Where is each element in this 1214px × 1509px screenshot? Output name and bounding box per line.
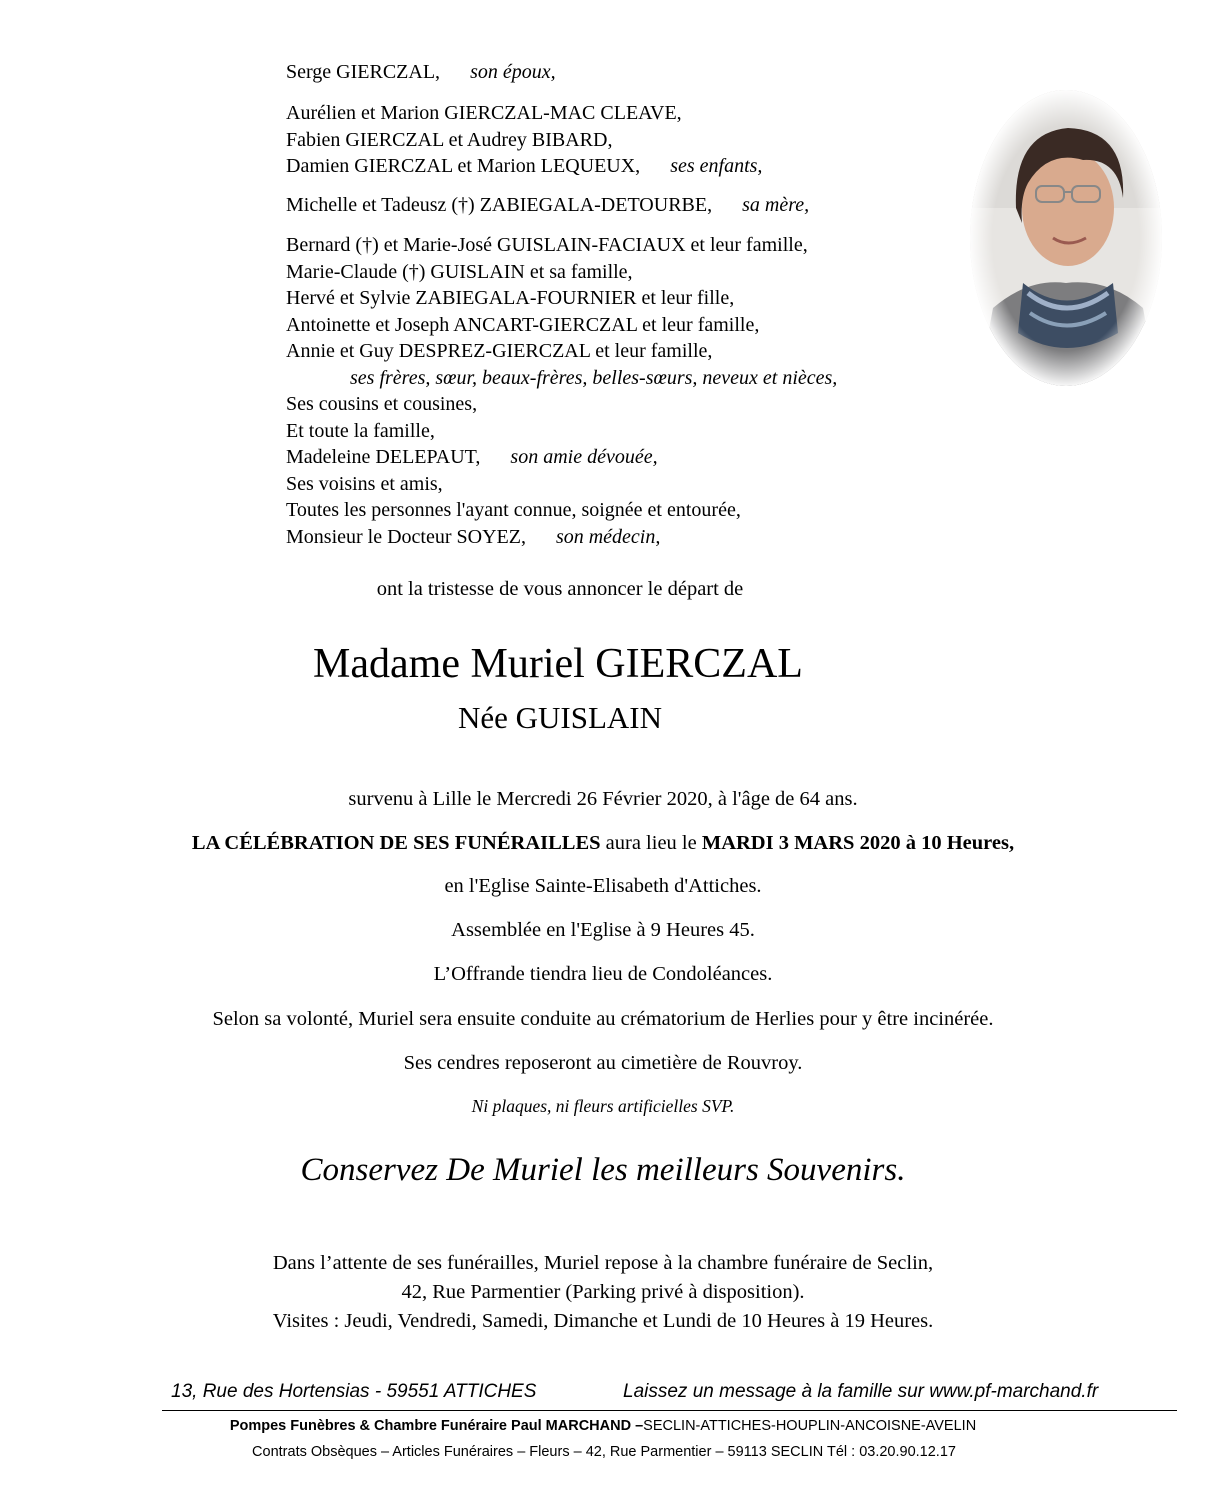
doctor-line: Monsieur le Docteur SOYEZ, son médecin,: [286, 525, 661, 548]
sibling-line: Hervé et Sylvie ZABIEGALA-FOURNIER et leur fille,: [286, 287, 735, 309]
doctor-role: son médecin,: [555, 525, 661, 548]
mother-name: Michelle et Tadeusz (†) ZABIEGALA-DETOURBE,: [286, 194, 713, 216]
no-plaques-line: Ni plaques, ni fleurs artificielles SVP.: [471, 1096, 735, 1116]
cremation-line: Selon sa volonté, Muriel sera ensuite conduite au crématorium de Herlies pour y être incinérée.: [212, 1008, 994, 1030]
deceased-name: Madame Muriel GIERCZAL: [313, 641, 803, 687]
church-line: en l'Eglise Sainte-Elisabeth d'Attiches.: [444, 875, 762, 897]
family-siblings: [286, 232, 837, 550]
deceased-birth-name: Née GUISLAIN: [457, 700, 663, 735]
neighbours-line: Ses voisins et amis,: [286, 472, 443, 495]
siblings-role: ses frères, sœur, beaux-frères, belles-sœurs, neveux et nièces,: [350, 366, 838, 389]
carers-line: Toutes les personnes l'ayant connue, soignée et entourée,: [286, 499, 741, 521]
spouse-role: son époux,: [470, 61, 556, 83]
child-line: Fabien GIERCZAL et Audrey BIBARD,: [286, 128, 613, 151]
visits-line: Dans l’attente de ses funérailles, Muriel repose à la chambre funéraire de Seclin,: [272, 1252, 934, 1274]
sibling-line: Annie et Guy DESPREZ-GIERCZAL et leur famille,: [286, 340, 713, 362]
ceremony-heading: LA CÉLÉBRATION DE SES FUNÉRAILLES: [191, 832, 601, 854]
offering-line: L’Offrande tiendra lieu de Condoléances.: [433, 963, 773, 985]
ceremony-date: MARDI 3 MARS 2020 à 10 Heures,: [701, 832, 1015, 854]
visits-line: 42, Rue Parmentier (Parking privé à disposition).: [401, 1281, 805, 1303]
footer-address: 13, Rue des Hortensias - 59551 ATTICHES: [171, 1381, 537, 1402]
ashes-line: Ses cendres reposeront au cimetière de Rouvroy.: [403, 1052, 803, 1074]
footer-rule: [162, 1410, 1177, 1411]
friend-role: son amie dévouée,: [510, 446, 658, 468]
portrait-photo: [968, 88, 1164, 388]
child-line-last: Damien GIERCZAL et Marion LEQUEUX, ses enfants,: [286, 155, 763, 177]
visits-block: [0, 1249, 1210, 1336]
footer-message-link[interactable]: Laissez un message à la famille sur www.pf-marchand.fr: [623, 1381, 1099, 1402]
announce-text: ont la tristesse de vous annoncer le départ de: [376, 578, 744, 600]
footer-company: Pompes Funèbres & Chambre Funéraire Paul MARCHAND –SECLIN-ATTICHES-HOUPLIN-ANCOISNE-AVELIN: [229, 1418, 977, 1434]
family-mother: [286, 192, 809, 219]
cousins-line: Ses cousins et cousines,: [286, 393, 478, 415]
ceremony-line: LA CÉLÉBRATION DE SES FUNÉRAILLES aura lieu le MARDI 3 MARS 2020 à 10 Heures,: [191, 832, 1015, 854]
children-role: ses enfants,: [670, 155, 763, 177]
friend-line: Madeleine DELEPAUT, son amie dévouée,: [286, 446, 658, 468]
spouse-name: Serge GIERCZAL,: [286, 61, 441, 83]
assembly-line: Assemblée en l'Eglise à 9 Heures 45.: [451, 919, 755, 941]
all-family-line: Et toute la famille,: [286, 419, 435, 442]
mother-role: sa mère,: [742, 194, 810, 216]
child-line: Aurélien et Marion GIERCZAL-MAC CLEAVE,: [286, 102, 682, 124]
death-line: survenu à Lille le Mercredi 26 Février 2020, à l'âge de 64 ans.: [348, 788, 858, 810]
sibling-line: Antoinette et Joseph ANCART-GIERCZAL et leur famille,: [286, 313, 760, 336]
sibling-line: Marie-Claude (†) GUISLAIN et sa famille,: [286, 260, 633, 283]
sibling-line: Bernard (†) et Marie-José GUISLAIN-FACIAUX et leur famille,: [286, 234, 808, 256]
family-spouse: [286, 59, 556, 86]
souvenir-line: Conservez De Muriel les meilleurs Souvenirs.: [300, 1152, 906, 1188]
visits-line: Visites : Jeudi, Vendredi, Samedi, Dimanche et Lundi de 10 Heures à 19 Heures.: [272, 1310, 934, 1332]
footer-contracts: Contrats Obsèques – Articles Funéraires – Fleurs – 42, Rue Parmentier – 59113 SECLIN Tél : 03.20.90.12.17: [252, 1444, 956, 1460]
family-children: [286, 100, 762, 180]
